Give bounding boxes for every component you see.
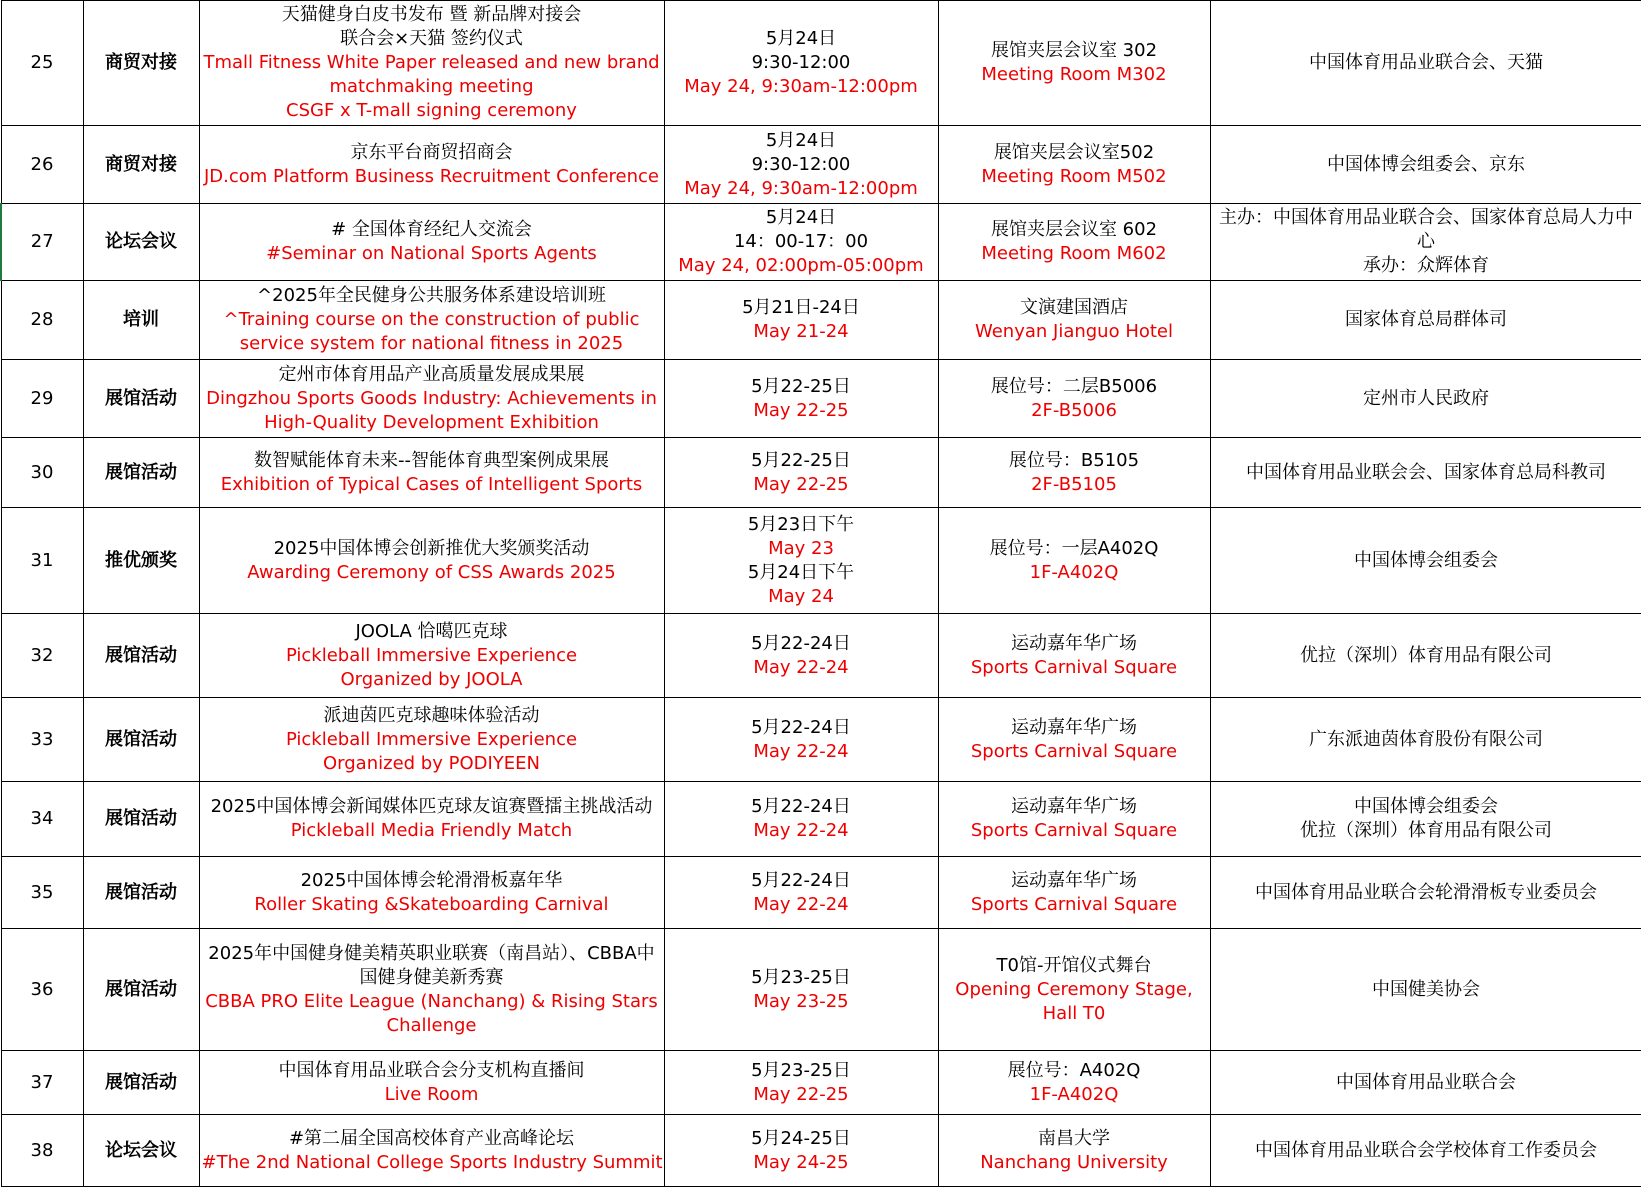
date-cell-line: May 21-24 xyxy=(753,321,849,342)
venue-cell-line: 2F-B5105 xyxy=(1031,473,1117,495)
event-cell-line: JD.com Platform Business Recruitment Conference xyxy=(204,165,659,187)
event-cell-line: Organized by JOOLA xyxy=(340,668,523,690)
venue-cell[interactable] xyxy=(938,1,1210,126)
table-row xyxy=(1,1,1641,126)
venue-cell[interactable] xyxy=(938,438,1210,508)
date-cell-line: May 23 xyxy=(768,537,834,559)
venue-cell-line: 运动嘉年华广场 xyxy=(1011,632,1137,654)
organizer-cell[interactable] xyxy=(1210,857,1641,929)
venue-cell[interactable] xyxy=(938,857,1210,929)
event-cell-line: # 全国体育经纪人交流会 xyxy=(331,219,532,240)
date-cell-line: 5月22-25日 xyxy=(751,449,851,471)
table-row xyxy=(1,281,1641,360)
venue-cell[interactable] xyxy=(938,204,1210,281)
venue-cell-line: 1F-A402Q xyxy=(1029,561,1119,583)
event-cell-line: #Seminar on National Sports Agents xyxy=(266,243,597,264)
date-cell-line: 5月24日 xyxy=(765,207,837,228)
organizer-cell-line: 优拉（深圳）体育用品有限公司 xyxy=(1300,820,1552,841)
date-cell[interactable] xyxy=(664,782,938,857)
event-cell-line: Exhibition of Typical Cases of Intelligent Sports xyxy=(220,473,643,495)
event-cell-line: Roller Skating &Skateboarding Carnival xyxy=(254,893,609,915)
event-cell-line: 2025中国体博会创新推优大奖颁奖活动 xyxy=(273,537,590,559)
organizer-cell[interactable] xyxy=(1210,438,1641,508)
venue-cell-line: Sports Carnival Square xyxy=(970,740,1178,762)
event-cell-line: CBBA PRO Elite League (Nanchang) & Rising Stars xyxy=(205,990,658,1012)
event-cell[interactable] xyxy=(199,1051,664,1115)
venue-cell-line: 运动嘉年华广场 xyxy=(1011,716,1137,738)
date-cell-line: 5月22-24日 xyxy=(751,869,851,891)
date-cell-line: May 24, 9:30am-12:00pm xyxy=(684,76,918,97)
venue-cell-line: Nanchang University xyxy=(980,1151,1168,1173)
organizer-cell[interactable] xyxy=(1210,1115,1641,1187)
row-number-cell[interactable]: 28 xyxy=(1,281,83,360)
date-cell-line: May 22-24 xyxy=(753,656,849,678)
date-cell-line: 14：00-17：00 xyxy=(733,231,869,252)
category-cell[interactable]: 培训 xyxy=(83,281,199,360)
date-cell-line: 5月22-24日 xyxy=(751,796,851,817)
venue-cell-line: Opening Ceremony Stage, xyxy=(955,978,1193,1000)
organizer-cell-line: 中国体育用品业联合会、天猫 xyxy=(1309,52,1543,73)
table-row xyxy=(1,929,1641,1051)
date-cell-line: 5月22-24日 xyxy=(751,632,851,654)
organizer-cell-line: 中国健美协会 xyxy=(1372,978,1480,1000)
category-cell[interactable]: 推优颁奖 xyxy=(83,508,199,614)
event-cell-line: High-Quality Development Exhibition xyxy=(264,411,599,433)
date-cell[interactable] xyxy=(664,126,938,204)
event-cell[interactable] xyxy=(199,281,664,360)
venue-cell[interactable] xyxy=(938,1115,1210,1187)
category-cell[interactable]: 论坛会议 xyxy=(83,204,199,281)
event-cell-line: ^Training course on the construction of public xyxy=(223,309,640,330)
category-cell[interactable]: 展馆活动 xyxy=(83,698,199,782)
date-cell[interactable] xyxy=(664,281,938,360)
category-cell[interactable]: 展馆活动 xyxy=(83,614,199,698)
date-cell-line: May 23-25 xyxy=(753,990,849,1012)
date-cell-line: 5月23-25日 xyxy=(751,1059,851,1081)
venue-cell[interactable] xyxy=(938,698,1210,782)
organizer-cell-line: 中国体博会组委会、京东 xyxy=(1327,153,1525,175)
organizer-cell-line: 中国体博会组委会 xyxy=(1354,796,1498,817)
table-row xyxy=(1,438,1641,508)
organizer-cell-line: 中国体博会组委会 xyxy=(1354,549,1498,571)
category-cell[interactable]: 论坛会议 xyxy=(83,1115,199,1187)
organizer-cell[interactable] xyxy=(1210,126,1641,204)
row-number-cell[interactable]: 31 xyxy=(1,508,83,614)
venue-cell-line: Hall T0 xyxy=(1042,1002,1106,1024)
venue-cell-line: Sports Carnival Square xyxy=(970,656,1178,678)
organizer-cell-line: 中国体育用品业联合会轮滑滑板专业委员会 xyxy=(1255,881,1597,903)
event-cell-line: 数智赋能体育未来--智能体育典型案例成果展 xyxy=(254,449,609,471)
venue-cell-line: 2F-B5006 xyxy=(1031,399,1117,421)
date-cell[interactable] xyxy=(664,857,938,929)
venue-cell-line: 展馆夹层会议室 602 xyxy=(990,219,1158,240)
venue-cell[interactable] xyxy=(938,281,1210,360)
event-cell-line: CSGF x T-mall signing ceremony xyxy=(286,100,577,121)
category-cell[interactable]: 商贸对接 xyxy=(83,1,199,126)
event-cell-line: 天猫健身白皮书发布 暨 新品牌对接会 xyxy=(281,4,582,25)
date-cell-line: 5月24-25日 xyxy=(751,1127,851,1149)
event-cell[interactable] xyxy=(199,204,664,281)
date-cell-line: May 24, 02:00pm-05:00pm xyxy=(678,255,924,276)
date-cell-line: 9:30-12:00 xyxy=(751,52,851,73)
venue-cell-line: 展馆夹层会议室 302 xyxy=(990,40,1158,61)
table-row xyxy=(1,360,1641,438)
organizer-cell-line: 中国体育用品业联合会学校体育工作委员会 xyxy=(1255,1139,1597,1161)
date-cell-line: May 24-25 xyxy=(753,1151,849,1173)
event-cell[interactable] xyxy=(199,929,664,1051)
event-cell-line: #第二届全国高校体育产业高峰论坛 xyxy=(288,1127,575,1149)
event-cell[interactable] xyxy=(199,782,664,857)
date-cell-line: 5月22-24日 xyxy=(751,716,851,738)
venue-cell[interactable] xyxy=(938,614,1210,698)
event-cell-line: #The 2nd National College Sports Industry Summit xyxy=(201,1151,663,1173)
event-cell-line: Live Room xyxy=(384,1083,479,1105)
event-cell-line: 2025中国体博会新闻媒体匹克球友谊赛暨擂主挑战活动 xyxy=(210,796,653,817)
event-cell-line: Challenge xyxy=(386,1014,477,1036)
organizer-cell[interactable] xyxy=(1210,281,1641,360)
date-cell[interactable] xyxy=(664,1,938,126)
table-row xyxy=(1,698,1641,782)
row-number-cell[interactable]: 32 xyxy=(1,614,83,698)
table-row xyxy=(1,857,1641,929)
venue-cell-line: 展位号：二层B5006 xyxy=(990,375,1158,397)
venue-cell-line: Meeting Room M302 xyxy=(981,64,1167,85)
venue-cell-line: 展馆夹层会议室502 xyxy=(993,141,1155,163)
event-cell-line: Dingzhou Sports Goods Industry: Achievements in xyxy=(206,387,657,409)
date-cell-line: May 22-24 xyxy=(753,893,849,915)
date-cell-line: 5月23-25日 xyxy=(751,966,851,988)
event-cell-line: ^2025年全民健身公共服务体系建设培训班 xyxy=(257,285,606,306)
venue-cell[interactable] xyxy=(938,1051,1210,1115)
category-cell[interactable]: 展馆活动 xyxy=(83,438,199,508)
row-number-cell[interactable]: 25 xyxy=(1,1,83,126)
event-cell-line: service system for national fitness in 2025 xyxy=(239,333,624,354)
venue-cell[interactable] xyxy=(938,508,1210,614)
event-cell-line: Awarding Ceremony of CSS Awards 2025 xyxy=(247,561,616,583)
event-cell[interactable] xyxy=(199,857,664,929)
organizer-cell[interactable] xyxy=(1210,1051,1641,1115)
category-cell[interactable]: 展馆活动 xyxy=(83,1051,199,1115)
table-row xyxy=(1,782,1641,857)
venue-cell-line: Meeting Room M502 xyxy=(981,165,1167,187)
date-cell[interactable] xyxy=(664,204,938,281)
date-cell-line: 5月24日 xyxy=(765,129,837,151)
organizer-cell[interactable] xyxy=(1210,508,1641,614)
table-row xyxy=(1,204,1641,281)
row-number-cell[interactable]: 33 xyxy=(1,698,83,782)
event-cell-line: 派迪茵匹克球趣味体验活动 xyxy=(323,704,540,726)
date-cell-line: 5月21日-24日 xyxy=(742,297,860,318)
row-number-cell[interactable]: 37 xyxy=(1,1051,83,1115)
organizer-cell[interactable] xyxy=(1210,360,1641,438)
organizer-cell-line: 中国体育用品业联合会 xyxy=(1336,1071,1516,1093)
date-cell[interactable] xyxy=(664,438,938,508)
venue-cell[interactable] xyxy=(938,360,1210,438)
category-cell[interactable]: 展馆活动 xyxy=(83,782,199,857)
table-row xyxy=(1,614,1641,698)
organizer-cell[interactable] xyxy=(1210,929,1641,1051)
event-cell-line: 国健身健美新秀赛 xyxy=(359,966,504,988)
event-cell-line: 联合会×天猫 签约仪式 xyxy=(340,28,523,49)
date-cell-line: May 24 xyxy=(768,585,834,607)
venue-cell-line: Sports Carnival Square xyxy=(970,820,1178,841)
date-cell-line: 5月23日下午 xyxy=(747,513,855,535)
event-cell[interactable] xyxy=(199,698,664,782)
category-cell[interactable]: 商贸对接 xyxy=(83,126,199,204)
organizer-cell-line: 主办：中国体育用品业联合会、国家体育总局人力中心 xyxy=(1219,207,1633,252)
venue-cell-line: Sports Carnival Square xyxy=(970,893,1178,915)
event-cell-line: 2025中国体博会轮滑滑板嘉年华 xyxy=(300,869,563,891)
event-cell-line: 2025年中国健身健美精英职业联赛（南昌站）、CBBA中 xyxy=(208,942,655,964)
organizer-cell[interactable] xyxy=(1210,782,1641,857)
date-cell[interactable] xyxy=(664,1115,938,1187)
event-cell[interactable] xyxy=(199,1,664,126)
category-cell[interactable]: 展馆活动 xyxy=(83,929,199,1051)
date-cell-line: 5月24日 xyxy=(765,28,837,49)
date-cell-line: 9:30-12:00 xyxy=(751,153,851,175)
organizer-cell-line: 中国体育用品业联会会、国家体育总局科教司 xyxy=(1246,461,1606,483)
organizer-cell-line: 定州市人民政府 xyxy=(1363,387,1489,409)
row-number-cell[interactable]: 34 xyxy=(1,782,83,857)
table-row xyxy=(1,508,1641,614)
event-cell-line: Tmall Fitness White Paper released and new brand xyxy=(203,52,660,73)
category-cell[interactable]: 展馆活动 xyxy=(83,857,199,929)
venue-cell-line: 展位号：A402Q xyxy=(1007,1059,1141,1081)
date-cell-line: May 22-25 xyxy=(753,399,849,421)
date-cell-line: May 22-25 xyxy=(753,473,849,495)
event-cell[interactable] xyxy=(199,438,664,508)
organizer-cell[interactable] xyxy=(1210,1,1641,126)
event-cell-line: 中国体育用品业联合会分支机构直播间 xyxy=(278,1059,585,1081)
event-cell-line: Pickleball Media Friendly Match xyxy=(290,820,573,841)
row-number-cell[interactable]: 38 xyxy=(1,1115,83,1187)
organizer-cell-line: 优拉（深圳）体育用品有限公司 xyxy=(1300,644,1552,666)
date-cell-line: May 22-24 xyxy=(753,740,849,762)
row-number-cell[interactable]: 29 xyxy=(1,360,83,438)
row-number-cell[interactable]: 36 xyxy=(1,929,83,1051)
event-cell[interactable] xyxy=(199,360,664,438)
organizer-cell-line: 国家体育总局群体司 xyxy=(1345,309,1507,330)
venue-cell-line: T0馆-开馆仪式舞台 xyxy=(996,954,1152,976)
date-cell[interactable] xyxy=(664,614,938,698)
event-cell-line: 定州市体育用品产业高质量发展成果展 xyxy=(278,363,585,385)
organizer-cell[interactable] xyxy=(1210,614,1641,698)
organizer-cell[interactable] xyxy=(1210,698,1641,782)
venue-cell-line: 展位号：B5105 xyxy=(1008,449,1140,471)
row-number-cell[interactable]: 35 xyxy=(1,857,83,929)
date-cell[interactable] xyxy=(664,698,938,782)
table-row xyxy=(1,1051,1641,1115)
venue-cell-line: 1F-A402Q xyxy=(1029,1083,1119,1105)
table-row xyxy=(1,1115,1641,1187)
event-cell[interactable] xyxy=(199,126,664,204)
event-cell-line: Pickleball Immersive Experience xyxy=(285,728,578,750)
venue-cell-line: Wenyan Jianguo Hotel xyxy=(974,321,1174,342)
venue-cell-line: 展位号：一层A402Q xyxy=(989,537,1159,559)
row-number-cell[interactable]: 27 xyxy=(1,204,83,281)
table-row xyxy=(1,126,1641,204)
date-cell[interactable] xyxy=(664,929,938,1051)
venue-cell-line: Meeting Room M602 xyxy=(981,243,1167,264)
venue-cell-line: 文演建国酒店 xyxy=(1020,297,1128,318)
event-cell-line: JOOLA 恰噶匹克球 xyxy=(355,620,508,642)
date-cell[interactable] xyxy=(664,360,938,438)
event-cell-line: 京东平台商贸招商会 xyxy=(350,141,513,163)
organizer-cell-line: 广东派迪茵体育股份有限公司 xyxy=(1309,728,1543,750)
venue-cell[interactable] xyxy=(938,929,1210,1051)
row-number-cell[interactable]: 30 xyxy=(1,438,83,508)
event-cell[interactable] xyxy=(199,614,664,698)
event-cell-line: Organized by PODIYEEN xyxy=(323,752,540,774)
event-cell[interactable] xyxy=(199,1115,664,1187)
venue-cell-line: 运动嘉年华广场 xyxy=(1011,869,1137,891)
date-cell[interactable] xyxy=(664,1051,938,1115)
event-cell[interactable] xyxy=(199,508,664,614)
organizer-cell[interactable] xyxy=(1210,204,1641,281)
category-cell[interactable]: 展馆活动 xyxy=(83,360,199,438)
venue-cell[interactable] xyxy=(938,126,1210,204)
venue-cell-line: 运动嘉年华广场 xyxy=(1011,796,1137,817)
organizer-cell-line: 承办：众辉体育 xyxy=(1363,255,1489,276)
event-cell-line: matchmaking meeting xyxy=(329,76,534,97)
date-cell-line: May 22-24 xyxy=(753,820,849,841)
date-cell-line: May 22-25 xyxy=(753,1083,849,1105)
row-number-cell[interactable]: 26 xyxy=(1,126,83,204)
schedule-table-body xyxy=(1,1,1641,1187)
date-cell[interactable] xyxy=(664,508,938,614)
date-cell-line: 5月24日下午 xyxy=(747,561,855,583)
venue-cell-line: 南昌大学 xyxy=(1038,1127,1110,1149)
venue-cell[interactable] xyxy=(938,782,1210,857)
date-cell-line: 5月22-25日 xyxy=(751,375,851,397)
event-cell-line: Pickleball Immersive Experience xyxy=(285,644,578,666)
date-cell-line: May 24, 9:30am-12:00pm xyxy=(684,177,918,199)
